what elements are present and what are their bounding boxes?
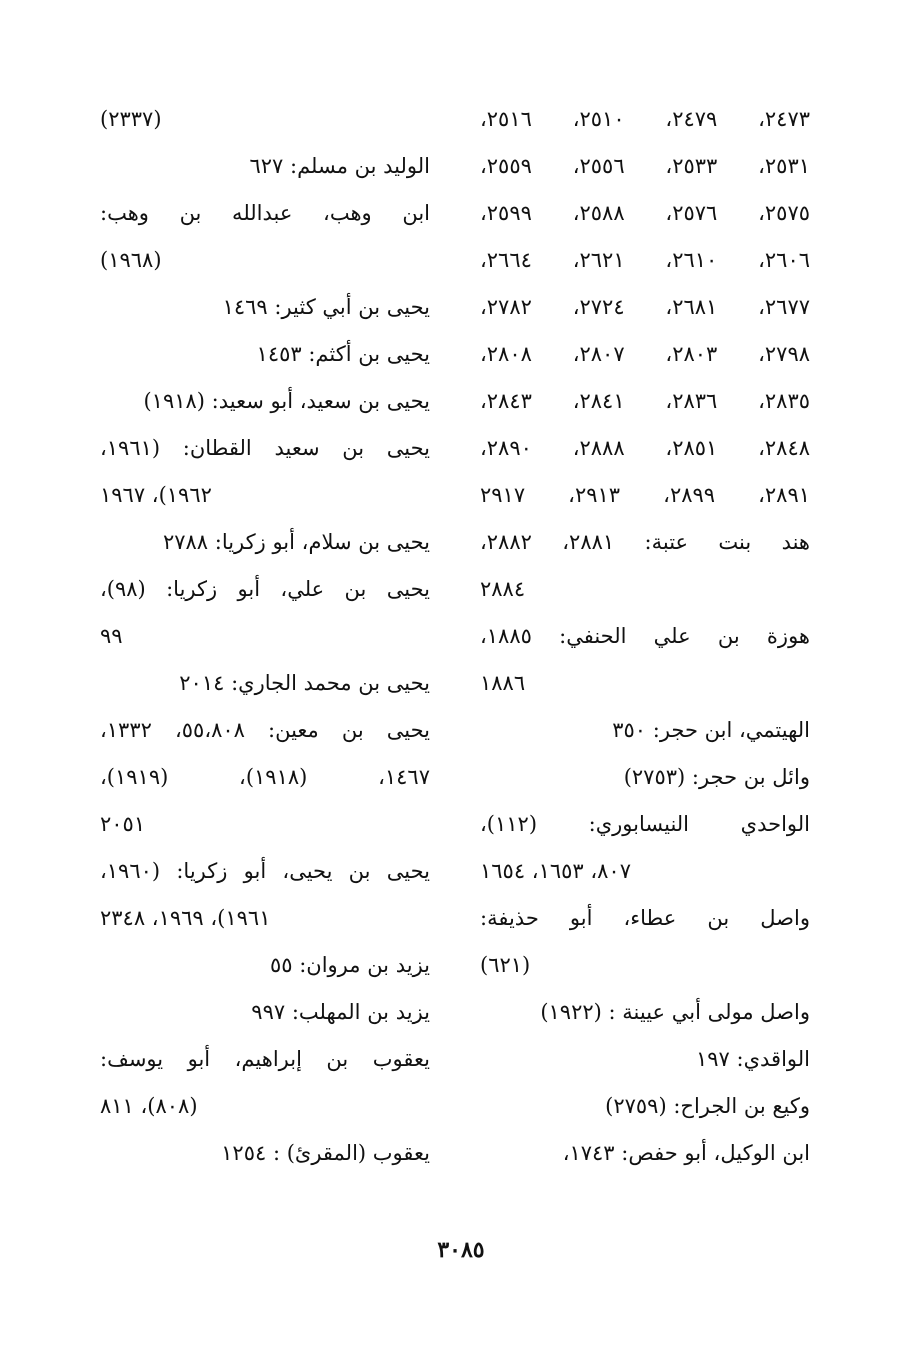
index-entry: الهيتمي، ابن حجر: ٣٥٠ — [612, 718, 810, 742]
index-entry: يعقوب (المقرئ) : ١٢٥٤ — [221, 1141, 430, 1165]
index-line: ١٨٨٦ — [480, 671, 526, 695]
index-line: ٢٨٤٨، ٢٨٥١، ٢٨٨٨، ٢٨٩٠، — [480, 436, 811, 460]
index-line: ٢٥٧٥، ٢٥٧٦، ٢٥٨٨، ٢٥٩٩، — [480, 201, 811, 225]
index-entry: وائل بن حجر: (٢٧٥٣) — [623, 765, 810, 789]
index-line: ١٩٦٢)، ١٩٦٧ — [100, 483, 212, 507]
index-line: ٢٠٥١ — [100, 812, 146, 836]
index-line: ٢٧٩٨، ٢٨٠٣، ٢٨٠٧، ٢٨٠٨، — [480, 342, 811, 366]
index-entry: يحيى بن سعيد القطان: (١٩٦١، — [100, 436, 430, 460]
index-entry: يزيد بن المهلب: ٩٩٧ — [251, 1000, 430, 1024]
index-line: ٩٩ — [100, 624, 123, 648]
index-entry: ابن وهب، عبدالله بن وهب: — [100, 201, 430, 225]
index-entry: يحيى بن سعيد، أبو سعيد: (١٩١٨) — [143, 389, 430, 413]
index-entry: يحيى بن أكثم: ١٤٥٣ — [256, 342, 430, 366]
index-entry: واصل بن عطاء، أبو حذيفة: — [480, 906, 810, 930]
index-line: (١٩٦٨) — [100, 248, 162, 272]
index-line: ٢٦٧٧، ٢٦٨١، ٢٧٢٤، ٢٧٨٢، — [480, 295, 811, 319]
index-entry: يحيى بن معين: ٥٥،٨٠٨، ١٣٣٢، — [100, 718, 431, 742]
index-line: (٨٠٨)، ٨١١ — [100, 1094, 198, 1118]
index-entry: يحيى بن يحيى، أبو زكريا: (١٩٦٠، — [100, 859, 430, 883]
index-line: ٢٨٨٤ — [480, 577, 526, 601]
index-entry: ابن الوكيل، أبو حفص: ١٧٤٣، — [562, 1141, 810, 1165]
index-entry: الواحدي النيسابوري: (١١٢)، — [480, 812, 810, 836]
index-line: (٢٣٣٧) — [100, 107, 162, 131]
index-line: ٢٨٩١، ٢٨٩٩، ٢٩١٣، ٢٩١٧ — [480, 483, 811, 507]
index-entry: يحيى بن علي، أبو زكريا: (٩٨)، — [100, 577, 430, 601]
index-entry: الوليد بن مسلم: ٦٢٧ — [249, 154, 430, 178]
index-entry: يحيى بن أبي كثير: ١٤٦٩ — [222, 295, 430, 319]
index-entry: هند بنت عتبة: ٢٨٨١، ٢٨٨٢، — [480, 530, 810, 554]
index-line: ١٩٦١)، ١٩٦٩، ٢٣٤٨ — [100, 906, 271, 930]
index-entry: وكيع بن الجراح: (٢٧٥٩) — [605, 1094, 810, 1118]
index-entry: واصل مولى أبي عيينة : (١٩٢٢) — [540, 1000, 810, 1024]
page-number: ٣٠٨٥ — [437, 1237, 485, 1263]
index-entry: الواقدي: ١٩٧ — [695, 1047, 810, 1071]
index-line: ٢٥٣١، ٢٥٣٣، ٢٥٥٦، ٢٥٥٩، — [480, 154, 811, 178]
index-entry: يعقوب بن إبراهيم، أبو يوسف: — [100, 1047, 430, 1071]
index-line: (٦٢١) — [480, 953, 531, 977]
index-line: ١٤٦٧، (١٩١٨)، (١٩١٩)، — [100, 765, 430, 789]
index-line: ٢٤٧٣، ٢٤٧٩، ٢٥١٠، ٢٥١٦، — [480, 107, 811, 131]
index-column-left — [100, 96, 430, 1177]
index-line: ٢٦٠٦، ٢٦١٠، ٢٦٢١، ٢٦٦٤، — [480, 248, 811, 272]
index-entry: هوزة بن علي الحنفي: ١٨٨٥، — [480, 624, 810, 648]
index-line: ٢٨٣٥، ٢٨٣٦، ٢٨٤١، ٢٨٤٣، — [480, 389, 811, 413]
index-entry: يحيى بن محمد الجاري: ٢٠١٤ — [179, 671, 430, 695]
index-column-right — [480, 96, 810, 1177]
index-entry: يحيى بن سلام، أبو زكريا: ٢٧٨٨ — [162, 530, 430, 554]
index-line: ٨٠٧، ١٦٥٣، ١٦٥٤ — [480, 859, 631, 883]
index-entry: يزيد بن مروان: ٥٥ — [269, 953, 430, 977]
